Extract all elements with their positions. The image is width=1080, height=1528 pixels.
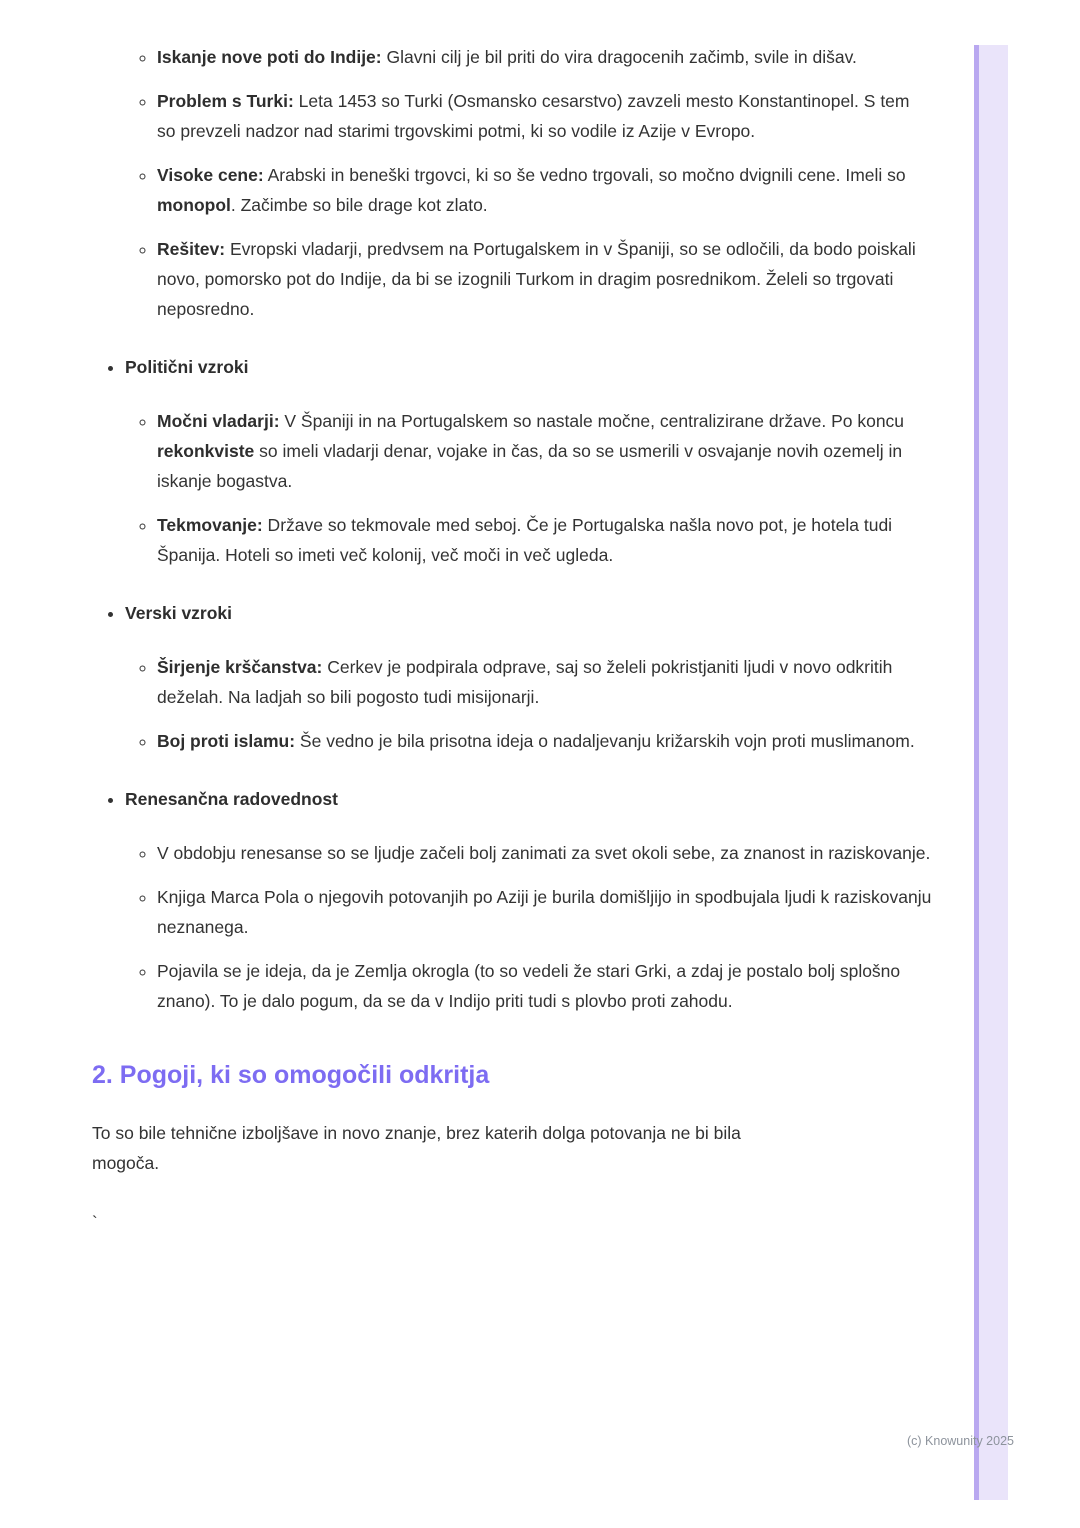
- item-text: Evropski vladarji, predvsem na Portugalskem in v Španiji, so se odločili, da bodo poiskali novo, pomorsko pot do Indije, da bi se izognili Turkom in dragim posrednikom. Želeli so trgovati neposredno.: [157, 239, 916, 319]
- item-text: V Španiji in na Portugalskem so nastale močne, centralizirane države. Po koncu: [279, 411, 905, 431]
- item-lead: Rešitev:: [157, 239, 226, 259]
- list-item-zemlja-okrogla: [157, 956, 932, 1016]
- right-margin-stripe: [974, 45, 1008, 1500]
- list-item-tekmovanje: [157, 510, 932, 570]
- politicni-sublist: [125, 406, 932, 570]
- item-text: Glavni cilj je bil priti do vira dragocenih začimb, svile in dišav.: [381, 47, 857, 67]
- item-text: Cerkev je podpirala odprave, saj so želeli pokristjaniti ljudi v novo odkritih deželah. Na ladjah so bili pogosto tudi misijonarji.: [157, 657, 893, 707]
- item-text: Pojavila se je ideja, da je Zemlja okrogla (to so vedeli že stari Grki, a zdaj je postalo bolj splošno znano). To je dalo pogum, da se da v Indijo priti tudi s plovbo proti zahodu.: [157, 961, 901, 1011]
- item-text: Knjiga Marca Pola o njegovih potovanjih po Aziji je burila domišljijo in spodbujala ljudi k raziskovanju neznanega.: [157, 887, 932, 937]
- causes-main-list: [92, 352, 932, 1016]
- item-text: so imeli vladarji denar, vojake in čas, da so se usmerili v osvajanje novih ozemelj in iskanje bogastva.: [157, 441, 903, 491]
- list-item-visoke-cene: [157, 160, 932, 220]
- list-group-politicni-vzroki: [125, 352, 932, 570]
- item-text: . Začimbe so bile drage kot zlato.: [230, 195, 488, 215]
- copyright-footer: (c) Knowunity 2025: [906, 1434, 1014, 1448]
- item-text: Še vedno je bila prisotna ideja o nadaljevanju križarskih vojn proti muslimanom.: [295, 731, 915, 751]
- renesancna-sublist: [125, 838, 932, 1016]
- stray-backtick: `: [92, 1213, 98, 1232]
- list-group-renesancna-radovednost: [125, 784, 932, 1016]
- list-item-mocni-vladarji: [157, 406, 932, 496]
- item-lead: Tekmovanje:: [157, 515, 263, 535]
- group-title: Renesančna radovednost: [125, 789, 338, 809]
- list-group-verski-vzroki: [125, 598, 932, 756]
- economic-causes-sublist: [92, 42, 932, 324]
- item-text: Države so tekmovale med seboj. Če je Portugalska našla novo pot, je hotela tudi Španija. Hoteli so imeti več kolonij, več moči in več ugleda.: [157, 515, 893, 565]
- list-item-resitev: [157, 234, 932, 324]
- item-lead: Visoke cene:: [157, 165, 264, 185]
- item-lead: Problem s Turki:: [157, 91, 294, 111]
- item-text: Arabski in beneški trgovci, ki so še vedno trgovali, so močno dvignili cene. Imeli so: [263, 165, 906, 185]
- item-bold-rekonkviste: rekonkviste: [157, 441, 255, 461]
- item-lead: Močni vladarji:: [157, 411, 280, 431]
- section-heading: 2. Pogoji, ki so omogočili odkritja: [92, 1061, 490, 1089]
- item-bold-monopol: monopol: [157, 195, 231, 215]
- group-title: Verski vzroki: [125, 603, 233, 623]
- item-text: Leta 1453 so Turki (Osmansko cesarstvo) zavzeli mesto Konstantinopel. S tem so prevzeli nadzor nad starimi trgovskimi potmi, ki so vodile iz Azije v Evropo.: [157, 91, 910, 141]
- section-paragraph: To so bile tehnične izboljšave in novo znanje, brez katerih dolga potovanja ne bi bila mogoča.: [92, 1123, 741, 1173]
- group-title: Politični vzroki: [125, 357, 249, 377]
- list-item-renesansa-zanimanje: [157, 838, 932, 868]
- list-item-sirjenje-krscanstva: [157, 652, 932, 712]
- document-content: [92, 42, 932, 1238]
- item-lead: Iskanje nove poti do Indije:: [157, 47, 382, 67]
- verski-sublist: [125, 652, 932, 756]
- item-text: V obdobju renesanse so se ljudje začeli bolj zanimati za svet okoli sebe, za znanost in raziskovanje.: [157, 843, 931, 863]
- list-item-marco-polo: [157, 882, 932, 942]
- list-item-iskanje: [157, 42, 932, 72]
- list-item-problem-s-turki: [157, 86, 932, 146]
- list-item-boj-proti-islamu: [157, 726, 932, 756]
- item-lead: Širjenje krščanstva:: [157, 657, 323, 677]
- item-lead: Boj proti islamu:: [157, 731, 296, 751]
